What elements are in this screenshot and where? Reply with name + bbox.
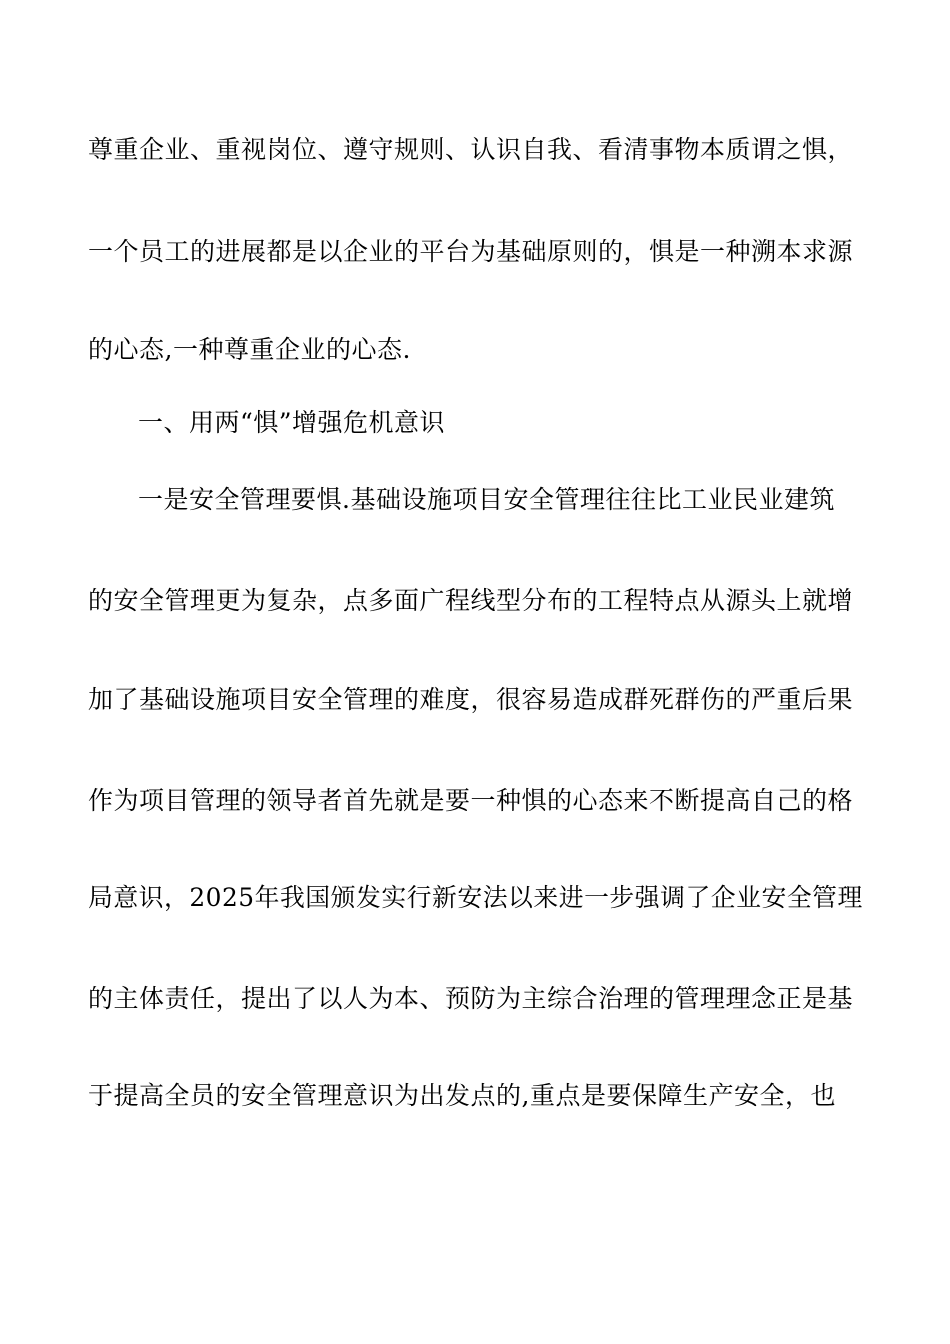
paragraph-line-2: 一个员工的进展都是以企业的平台为基础原则的，惧是一种溯本求源 <box>88 237 854 266</box>
section-heading: 一、用两“惧”增强危机意识 <box>138 408 446 437</box>
paragraph-line-3: 的心态,一种尊重企业的心态. <box>88 335 411 364</box>
paragraph-line-8: 局意识，2025年我国颁发实行新安法以来进一步强调了企业安全管理 <box>88 883 863 912</box>
paragraph-line-7: 作为项目管理的领导者首先就是要一种惧的心态来不断提高自己的格 <box>88 786 854 815</box>
paragraph-line-6: 加了基础设施项目安全管理的难度，很容易造成群死群伤的严重后果 <box>88 685 854 714</box>
paragraph-line-4: 一是安全管理要惧.基础设施项目安全管理往往比工业民业建筑 <box>138 485 835 514</box>
paragraph-line-9: 的主体责任，提出了以人为本、预防为主综合治理的管理理念正是基 <box>88 984 854 1013</box>
paragraph-line-5: 的安全管理更为复杂，点多面广程线型分布的工程特点从源头上就增 <box>88 586 854 615</box>
paragraph-line-1: 尊重企业、重视岗位、遵守规则、认识自我、看清事物本质谓之惧， <box>88 135 854 164</box>
paragraph-line-10: 于提高全员的安全管理意识为出发点的,重点是要保障生产安全，也 <box>88 1081 836 1110</box>
